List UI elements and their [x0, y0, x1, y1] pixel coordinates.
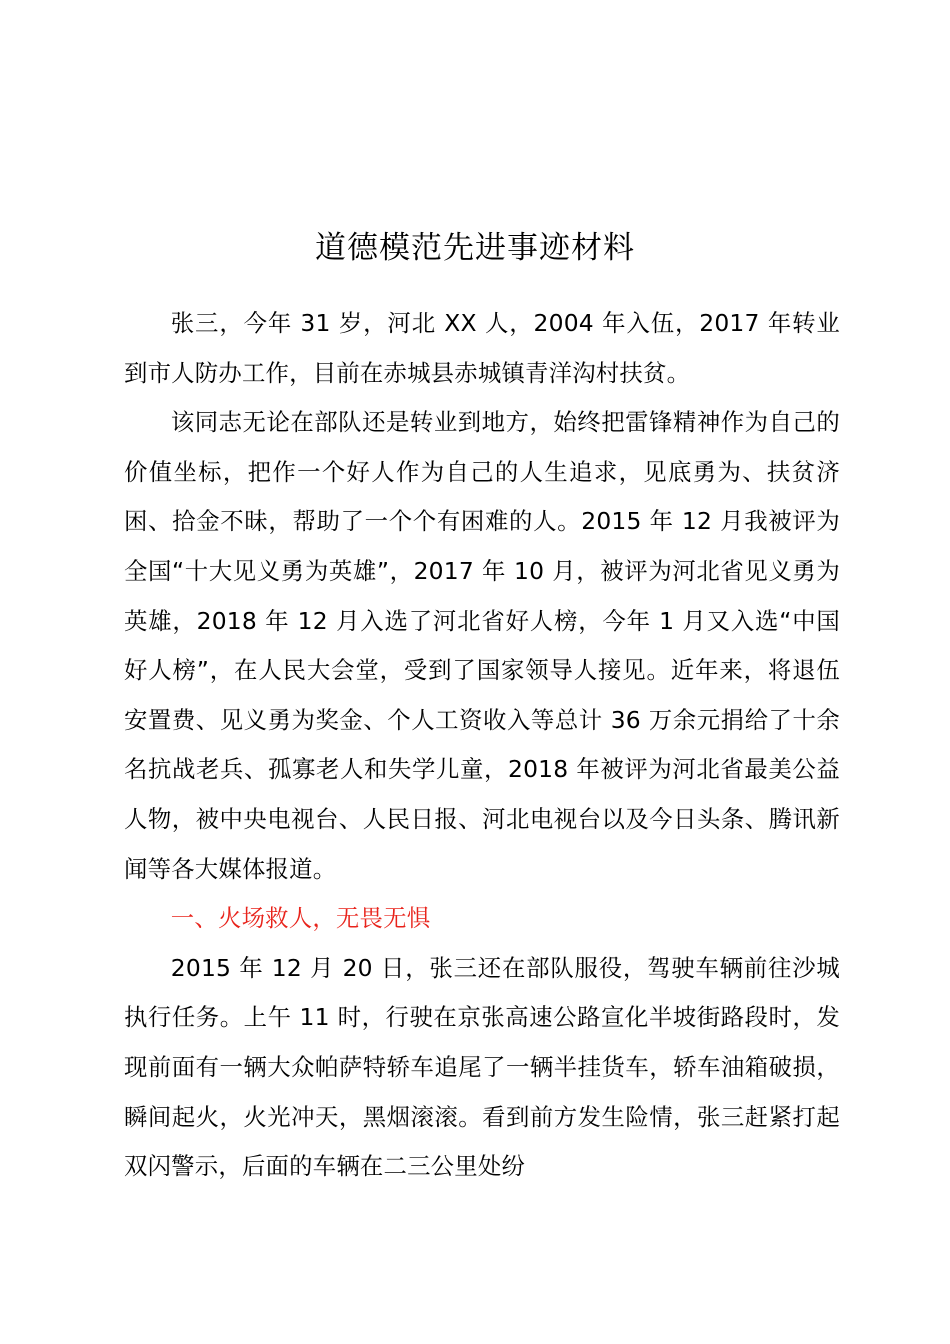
paragraph-section-one: 2015 年 12 月 20 日，张三还在部队服役，驾驶车辆前往沙城执行任务。上午 11 时，行驶在京张高速公路宣化半坡街路段时，发现前面有一辆大众帕萨特轿车追尾了一辆半挂货车，轿车油箱破损，瞬间起火，火光冲天，黑烟滚滚。看到前方发生险情，张三赶紧打起双闪警示，后面的车辆在二三公里处纷	[124, 953, 840, 1181]
section-heading: 一、火场救人，无畏无惧	[170, 904, 431, 933]
paragraph-intro: 张三，今年 31 岁，河北 XX 人，2004 年入伍，2017 年转业到市人防办工作，目前在赤城县赤城镇青洋沟村扶贫。	[124, 309, 840, 387]
document-body	[124, 299, 840, 1192]
paragraph-achievements: 该同志无论在部队还是转业到地方，始终把雷锋精神作为自己的价值坐标，把作一个好人作为自己的人生追求，见底勇为、扶贫济困、拾金不昧，帮助了一个个有困难的人。2015 年 12 月我被评为全国“十大见义勇为英雄”，2017 年 10 月，被评为河北省见义勇为英雄，2018 年 12 月入选了河北省好人榜，今年 1 月又入选“中国好人榜”，在人民大会堂，受到了国家领导人接见。近年来，将退伍安置费、见义勇为奖金、个人工资收入等总计 36 万余元捐给了十余名抗战老兵、孤寡老人和失学儿童，2018 年被评为河北省最美公益人物，被中央电视台、人民日报、河北电视台以及今日头条、腾讯新闻等各大媒体报道。	[124, 408, 840, 883]
document-title: 道德模范先进事迹材料	[315, 230, 635, 266]
